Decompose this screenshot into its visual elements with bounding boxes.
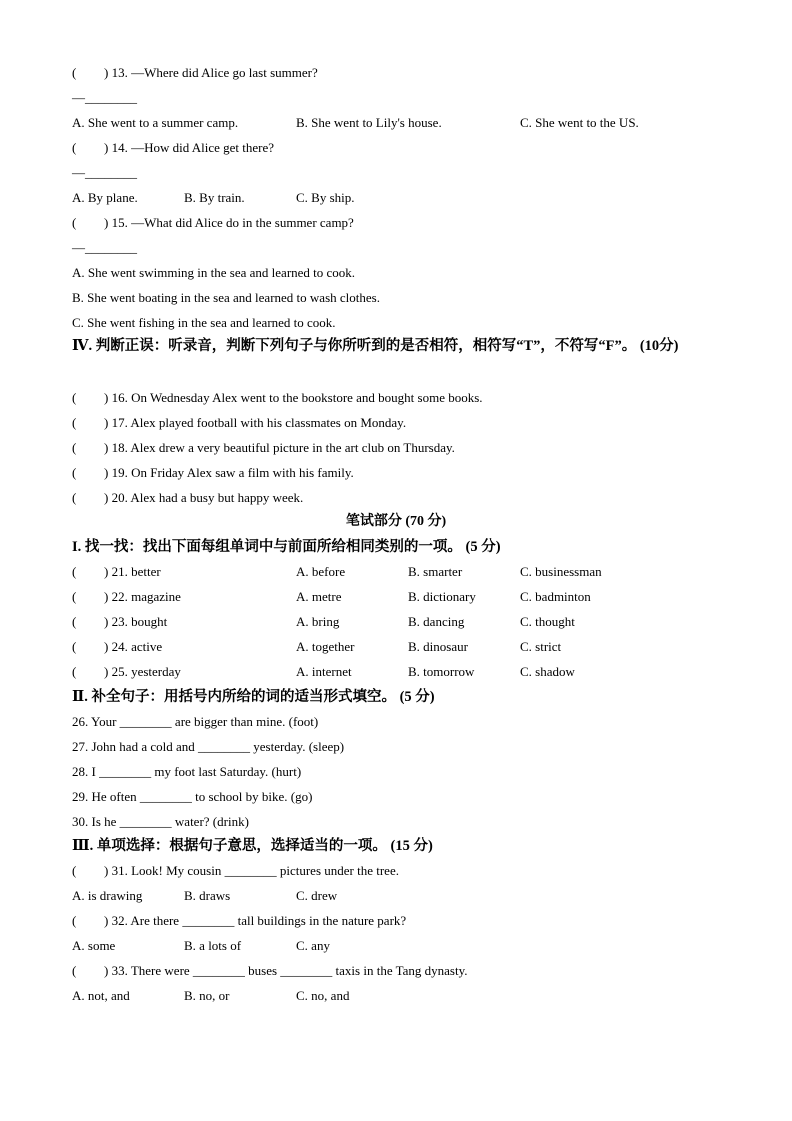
- option-b: B. tomorrow: [408, 664, 475, 679]
- option-b: B. no, or: [184, 988, 230, 1003]
- option-b: B. She went boating in the sea and learned to wash clothes.: [72, 290, 380, 305]
- option-c: C. no, and: [296, 988, 350, 1003]
- option-b: B. smarter: [408, 564, 463, 579]
- written-section-1-heading: I. 找一找：找出下面每组单词中与前面所给相同类别的一项。 (5 分): [72, 539, 501, 555]
- option-b: B. By train.: [184, 190, 245, 205]
- option-b: B. dinosaur: [408, 639, 468, 654]
- question-29: 29. He often ________ to school by bike. (go): [72, 789, 313, 804]
- option-c: C. badminton: [520, 589, 591, 604]
- option-b: B. dancing: [408, 614, 465, 629]
- question-14: [72, 140, 274, 156]
- statement: ) 17. Alex played football with his classmates on Monday.: [104, 415, 407, 430]
- option-a: A. metre: [296, 589, 342, 604]
- answer-bracket: (: [72, 614, 77, 629]
- option-c: C. any: [296, 938, 330, 953]
- answer-line: —________: [72, 90, 137, 105]
- option-a: A. together: [296, 639, 355, 654]
- question-28: 28. I ________ my foot last Saturday. (hurt): [72, 764, 302, 779]
- question-32: [72, 913, 406, 929]
- written-section-2-heading: Ⅱ. 补全句子：用括号内所给的词的适当形式填空。 (5 分): [72, 689, 435, 705]
- question-stem: ) 32. Are there ________ tall buildings in the nature park?: [104, 913, 407, 928]
- answer-bracket: (: [72, 664, 77, 679]
- option-a: A. before: [296, 564, 346, 579]
- question-23: [72, 614, 167, 630]
- question-20: [72, 490, 303, 506]
- answer-bracket: (: [72, 589, 77, 604]
- option-a: A. internet: [296, 664, 352, 679]
- option-c: C. strict: [520, 639, 562, 654]
- option-b: B. She went to Lily's house.: [296, 115, 442, 130]
- question-stem: ) 13. —Where did Alice go last summer?: [104, 65, 318, 80]
- option-b: B. a lots of: [184, 938, 242, 953]
- question-22: [72, 589, 181, 605]
- option-c: C. By ship.: [296, 190, 355, 205]
- option-a: A. She went swimming in the sea and learned to cook.: [72, 265, 356, 280]
- option-b: B. draws: [184, 888, 231, 903]
- answer-bracket: (: [72, 390, 77, 405]
- answer-bracket: (: [72, 913, 77, 928]
- option-b: B. dictionary: [408, 589, 476, 604]
- statement: ) 18. Alex drew a very beautiful picture in the art club on Thursday.: [104, 440, 455, 455]
- answer-bracket: (: [72, 440, 77, 455]
- question-13: [72, 65, 318, 81]
- question-16: [72, 390, 483, 406]
- question-24: [72, 639, 162, 655]
- option-c: C. She went to the US.: [520, 115, 639, 130]
- option-a: A. bring: [296, 614, 340, 629]
- given-word: ) 22. magazine: [104, 589, 181, 604]
- answer-bracket: (: [72, 863, 77, 878]
- option-a: A. By plane.: [72, 190, 138, 205]
- answer-bracket: (: [72, 215, 77, 230]
- question-25: [72, 664, 181, 680]
- written-section-3-heading: Ⅲ. 单项选择：根据句子意思，选择适当的一项。 (15 分): [72, 838, 433, 854]
- answer-bracket: (: [72, 415, 77, 430]
- option-a: A. She went to a summer camp.: [72, 115, 239, 130]
- statement: ) 20. Alex had a busy but happy week.: [104, 490, 304, 505]
- question-21: [72, 564, 161, 580]
- option-c: C. She went fishing in the sea and learned to cook.: [72, 315, 336, 330]
- written-part-title: 笔试部分 (70 分): [345, 514, 447, 529]
- question-19: [72, 465, 354, 481]
- answer-bracket: (: [72, 465, 77, 480]
- answer-bracket: (: [72, 639, 77, 654]
- given-word: ) 25. yesterday: [104, 664, 181, 679]
- question-15: [72, 215, 354, 231]
- given-word: ) 23. bought: [104, 614, 168, 629]
- answer-bracket: (: [72, 490, 77, 505]
- question-18: [72, 440, 455, 456]
- answer-bracket: (: [72, 564, 77, 579]
- question-stem: ) 31. Look! My cousin ________ pictures under the tree.: [104, 863, 399, 878]
- option-a: A. not, and: [72, 988, 130, 1003]
- option-a: A. some: [72, 938, 116, 953]
- section-4-heading: Ⅳ. 判断正误：听录音，判断下列句子与你所听到的是否相符，相符写“T”，不符写“F”。 (10分): [72, 338, 679, 354]
- question-stem: ) 14. —How did Alice get there?: [104, 140, 275, 155]
- option-c: C. thought: [520, 614, 575, 629]
- option-c: C. businessman: [520, 564, 602, 579]
- answer-bracket: (: [72, 65, 77, 80]
- option-c: C. drew: [296, 888, 338, 903]
- statement: ) 16. On Wednesday Alex went to the bookstore and bought some books.: [104, 390, 483, 405]
- answer-line: —________: [72, 165, 137, 180]
- given-word: ) 21. better: [104, 564, 161, 579]
- statement: ) 19. On Friday Alex saw a film with his family.: [104, 465, 354, 480]
- question-30: 30. Is he ________ water? (drink): [72, 814, 249, 829]
- question-stem: ) 15. —What did Alice do in the summer camp?: [104, 215, 354, 230]
- question-stem: ) 33. There were ________ buses ________ taxis in the Tang dynasty.: [104, 963, 468, 978]
- given-word: ) 24. active: [104, 639, 163, 654]
- question-26: 26. Your ________ are bigger than mine. (foot): [72, 714, 319, 729]
- option-c: C. shadow: [520, 664, 575, 679]
- question-27: 27. John had a cold and ________ yesterday. (sleep): [72, 739, 345, 754]
- option-a: A. is drawing: [72, 888, 143, 903]
- question-17: [72, 415, 406, 431]
- answer-line: —________: [72, 240, 137, 255]
- answer-bracket: (: [72, 963, 77, 978]
- question-31: [72, 863, 399, 879]
- question-33: [72, 963, 468, 979]
- answer-bracket: (: [72, 140, 77, 155]
